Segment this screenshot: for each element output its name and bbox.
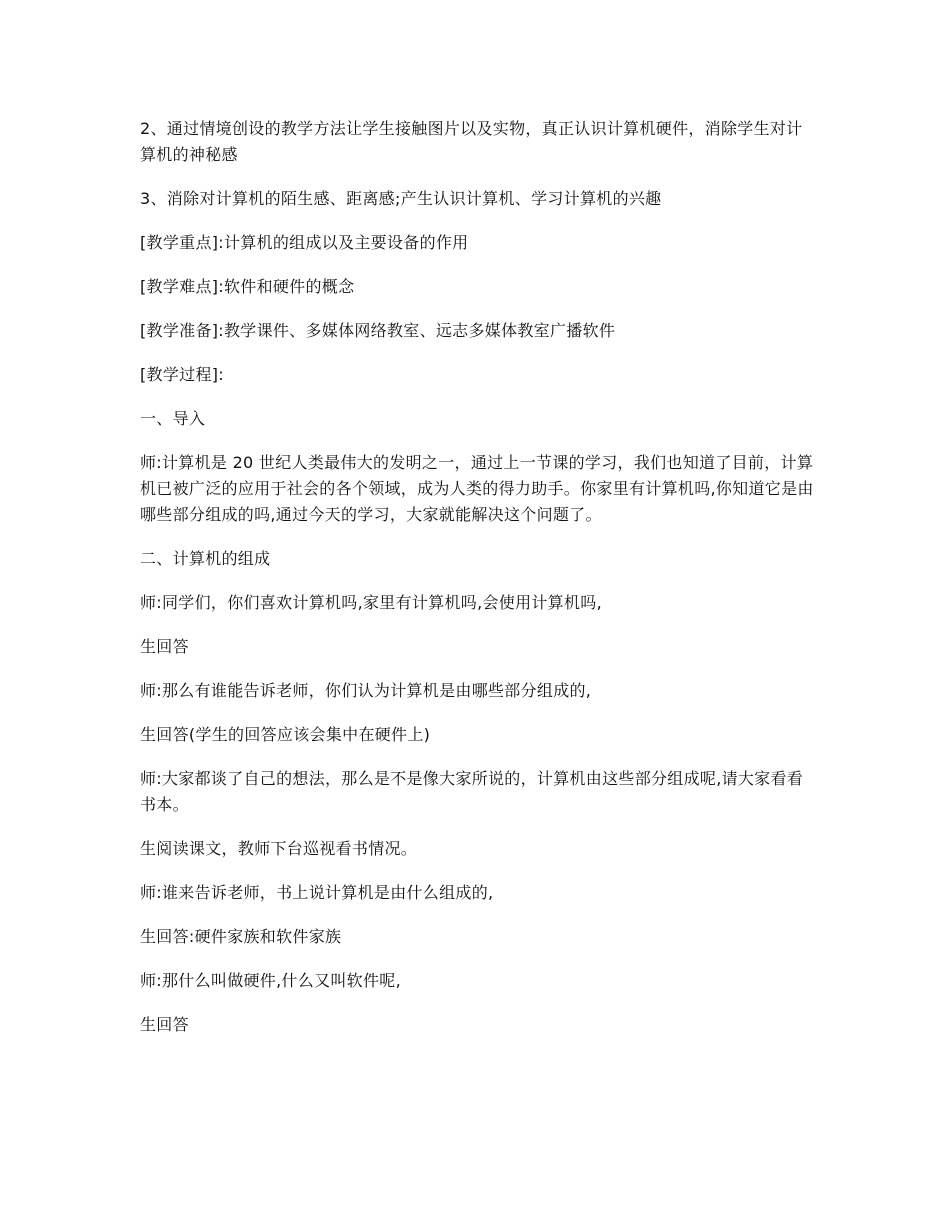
- paragraph-teacher-question-1: 师:同学们，你们喜欢计算机吗,家里有计算机吗,会使用计算机吗,: [140, 593, 602, 612]
- paragraph-student-answer-2: 生回答(学生的回答应该会集中在硬件上): [140, 725, 431, 744]
- paragraph-difficulty: [教学难点]:软件和硬件的概念: [140, 277, 355, 296]
- paragraph-objective-2: 2、通过情境创设的教学方法让学生接触图片以及实物，真正认识计算机硬件，消除学生对计算机的神秘感: [140, 119, 803, 164]
- paragraph-teacher-question-4: 师:那什么叫做硬件,什么又叫软件呢,: [140, 971, 401, 990]
- paragraph-key-point: [教学重点]:计算机的组成以及主要设备的作用: [140, 233, 469, 252]
- section-heading-composition: 二、计算机的组成: [140, 549, 271, 568]
- paragraph-teacher-intro: 师:计算机是 20 世纪人类最伟大的发明之一，通过上一节课的学习，我们也知道了目前，计算机已被广泛的应用于社会的各个领域，成为人类的得力助手。你家里有计算机吗,你知道它是由哪些部分组成的吗,通过今天的学习，大家就能解决这个问题了。: [140, 453, 814, 524]
- section-heading-intro: 一、导入: [140, 409, 206, 428]
- paragraph-preparation: [教学准备]:教学课件、多媒体网络教室、远志多媒体教室广播软件: [140, 321, 616, 340]
- document-body: [140, 116, 815, 1056]
- paragraph-student-answer-3: 生回答:硬件家族和软件家族: [140, 927, 342, 946]
- paragraph-teacher-reading: 师:大家都谈了自己的想法，那么是不是像大家所说的，计算机由这些部分组成呢,请大家看看书本。: [140, 769, 804, 814]
- paragraph-student-answer-4: 生回答: [140, 1015, 189, 1034]
- paragraph-teacher-question-3: 师:谁来告诉老师，书上说计算机是由什么组成的,: [140, 883, 494, 902]
- paragraph-process-heading: [教学过程]:: [140, 365, 224, 384]
- paragraph-student-reading: 生阅读课文，教师下台巡视看书情况。: [140, 839, 418, 858]
- paragraph-objective-3: 3、消除对计算机的陌生感、距离感;产生认识计算机、学习计算机的兴趣: [140, 189, 662, 208]
- paragraph-teacher-question-2: 师:那么有谁能告诉老师，你们认为计算机是由哪些部分组成的,: [140, 681, 592, 700]
- paragraph-student-answer-1: 生回答: [140, 637, 189, 656]
